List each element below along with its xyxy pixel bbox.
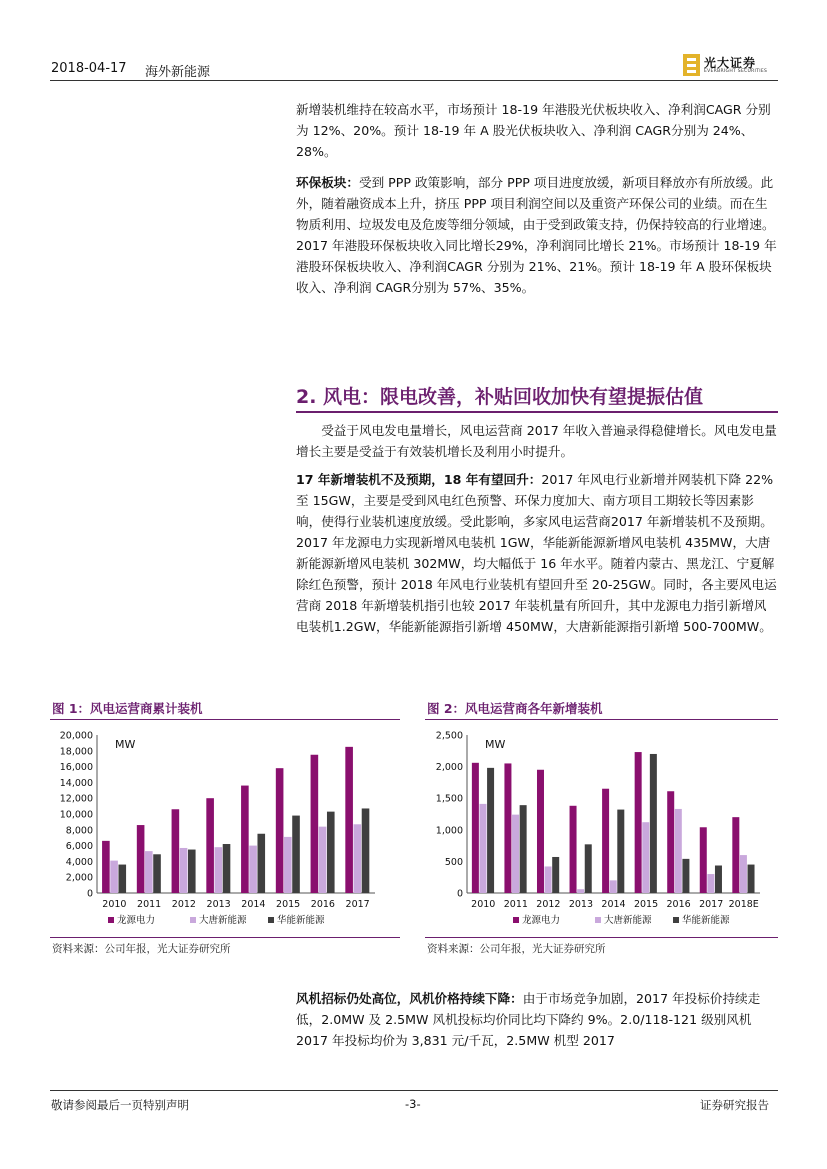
paragraph-turbine-bidding-lead: 风机招标仍处高位，风机价格持续下降：	[296, 991, 523, 1006]
legend-label: 大唐新能源	[199, 915, 247, 926]
bar-longyuan	[172, 809, 180, 893]
figure-1-source-line	[50, 937, 400, 938]
y-tick-label: 2,000	[435, 762, 463, 774]
chart-annual-additions	[425, 723, 778, 935]
paragraph-environment-body: 受到 PPP 政策影响，部分 PPP 项目进度放缓，新项目释放亦有所放缓。此外，随着融资成本上升，挤压 PPP 项目利润空间以及重资产环保公司的业绩。而在生物质利用、垃圾发电及危废等细分领域，由于受到政策支持，仍保持较高的行业增速。2017 年港股环保板块收入同比增长29%，净利润同比增长 21%。市场预计 18-19 年港股环保板块收入、净利润CAGR 分别为 21%、21%。预计 18-19 年 A 股环保板块收入、净利润 CAGR分别为 57%、35%。	[296, 175, 777, 295]
bar-longyuan	[102, 841, 110, 893]
bar-longyuan	[311, 755, 319, 893]
bar-datang	[180, 848, 188, 893]
legend-label: 大唐新能源	[604, 915, 652, 926]
figure-2-source-line	[425, 937, 778, 938]
bar-datang	[675, 809, 682, 893]
paragraph-turbine-bidding-body: 由于市场竞争加剧，2017 年投标价持续走低，2.0MW 及 2.5MW 风机投标均价同比均下降约 9%。2.0/118-121 级别风机 2017 年投标均价为 3,831 元/千瓦，2.5MW 机型 2017	[296, 991, 761, 1048]
x-tick-label: 2015	[633, 899, 659, 910]
chart-cumulative-capacity	[50, 723, 400, 935]
bar-huaneng	[748, 865, 755, 893]
y-tick-label: 16,000	[59, 762, 93, 774]
bar-datang	[354, 824, 362, 893]
y-tick-label: 6,000	[65, 841, 93, 853]
x-tick-label: 2015	[276, 899, 301, 910]
paragraph-turbine-bidding	[296, 988, 778, 1051]
x-tick-label: 2013	[568, 899, 594, 910]
figure-2-title: 图 2：风电运营商各年新增装机	[427, 701, 603, 716]
legend-swatch	[595, 917, 601, 923]
paragraph-wind-intro: 受益于风电发电量增长，风电运营商 2017 年收入普遍录得稳健增长。风电发电量增长主要是受益于有效装机增长及利用小时提升。	[296, 423, 777, 459]
legend-label: 龙源电力	[522, 915, 561, 926]
logo-mark-icon	[683, 54, 700, 76]
legend-swatch	[190, 917, 196, 923]
legend-label: 龙源电力	[117, 915, 156, 926]
bar-huaneng	[223, 844, 231, 893]
x-tick-label: 2017	[699, 899, 724, 910]
y-tick-label: 14,000	[59, 777, 93, 789]
legend-label: 华能新能源	[682, 915, 730, 926]
bar-longyuan	[504, 763, 511, 893]
bar-huaneng	[520, 805, 527, 893]
bar-huaneng	[617, 810, 624, 893]
y-tick-label: 2,000	[65, 872, 93, 884]
bar-longyuan	[667, 791, 674, 893]
bar-datang	[577, 889, 584, 893]
x-tick-label: 2014	[601, 899, 626, 910]
bar-datang	[479, 804, 486, 893]
bar-datang	[545, 866, 552, 893]
bar-datang	[642, 822, 649, 893]
x-tick-label: 2012	[171, 899, 196, 910]
bar-longyuan	[206, 798, 214, 893]
bar-datang	[740, 855, 747, 893]
bar-longyuan	[732, 817, 739, 893]
y-tick-label: 10,000	[59, 809, 93, 821]
x-tick-label: 2010	[102, 899, 127, 910]
legend-swatch	[513, 917, 519, 923]
bar-huaneng	[650, 754, 657, 893]
bar-huaneng	[292, 816, 300, 893]
x-tick-label: 2018E	[728, 899, 759, 910]
bar-huaneng	[362, 808, 370, 893]
x-tick-label: 2011	[137, 899, 162, 910]
figure-1-title: 图 1：风电运营商累计装机	[52, 701, 203, 716]
paragraph-solar: 新增装机维持在较高水平，市场预计 18-19 年港股光伏板块收入、净利润CAGR 分别为 12%、20%。预计 18-19 年 A 股光伏板块收入、净利润 CAGR分别为 24%、28%。	[296, 102, 771, 159]
bar-huaneng	[118, 865, 126, 893]
y-tick-label: 1,000	[435, 825, 463, 837]
company-logo	[683, 54, 779, 80]
paragraph-wind-capacity-body: 2017 年风电行业新增并网装机下降 22%至 15GW，主要是受到风电红色预警、环保力度加大、南方项目工期较长等因素影响，使得行业装机速度放缓。受此影响，多家风电运营商2017 年新增装机不及预期。2017 年龙源电力实现新增风电装机 1GW，华能新能源新增风电装机 435MW，大唐新能源新增风电装机 302MW，均大幅低于 16 年水平。随着内蒙古、黑龙江、宁夏解除红色预警，预计 2018 年风电行业装机有望回升至 20-25GW。同时，各主要风电运营商 2018 年新增装机指引也较 2017 年装机量有所回升，其中龙源电力指引新增风电装机1.2GW，华能新能源指引新增 450MW，大唐新能源指引新增 500-700MW。	[296, 472, 777, 634]
x-tick-label: 2010	[471, 899, 496, 910]
legend-swatch	[673, 917, 679, 923]
legend-label: 华能新能源	[277, 915, 325, 926]
y-tick-label: 0	[86, 888, 93, 900]
y-tick-label: 0	[456, 888, 463, 900]
figure-1-source: 资料来源：公司年报，光大证券研究所	[52, 943, 231, 955]
y-unit-label: MW	[485, 738, 506, 751]
bar-datang	[284, 837, 292, 893]
figure-2-title-line	[425, 719, 778, 720]
x-tick-label: 2016	[310, 899, 335, 910]
bar-huaneng	[487, 768, 494, 893]
bar-datang	[707, 874, 714, 893]
bar-longyuan	[635, 752, 642, 893]
bar-longyuan	[602, 789, 609, 893]
bar-longyuan	[570, 806, 577, 893]
paragraph-environment	[296, 172, 778, 298]
page-number: -3-	[405, 1097, 421, 1111]
paragraph-wind-capacity-lead: 17 年新增装机不及预期，18 年有望回升：	[296, 472, 542, 487]
bar-longyuan	[537, 770, 544, 893]
bar-datang	[249, 846, 257, 893]
bar-datang	[145, 851, 153, 893]
x-tick-label: 2014	[241, 899, 266, 910]
x-tick-label: 2013	[206, 899, 231, 910]
bar-huaneng	[153, 854, 161, 893]
legend-swatch	[268, 917, 274, 923]
logo-subtitle: EVERBRIGHT SECURITIES	[704, 69, 768, 74]
y-tick-label: 1,500	[435, 793, 463, 805]
y-tick-label: 8,000	[65, 825, 93, 837]
report-category: 海外新能源	[145, 65, 211, 80]
report-date: 2018-04-17	[51, 61, 127, 76]
bar-huaneng	[585, 844, 592, 893]
header-divider	[50, 80, 778, 81]
bar-huaneng	[257, 834, 265, 893]
x-tick-label: 2017	[345, 899, 370, 910]
bar-datang	[110, 861, 118, 893]
footer-report-type: 证券研究报告	[700, 1098, 769, 1112]
bar-datang	[215, 847, 223, 893]
y-tick-label: 4,000	[65, 856, 93, 868]
y-tick-label: 500	[444, 856, 463, 868]
bar-longyuan	[345, 747, 353, 893]
y-tick-label: 20,000	[59, 730, 93, 742]
y-unit-label: MW	[115, 738, 136, 751]
x-tick-label: 2012	[536, 899, 561, 910]
bar-huaneng	[715, 866, 722, 893]
footer-disclaimer: 敬请参阅最后一页特别声明	[51, 1098, 189, 1112]
bar-huaneng	[188, 850, 196, 893]
bar-huaneng	[327, 812, 335, 893]
x-tick-label: 2011	[503, 899, 528, 910]
bar-longyuan	[241, 786, 249, 893]
y-tick-label: 18,000	[59, 746, 93, 758]
bar-huaneng	[682, 859, 689, 893]
legend-swatch	[108, 917, 114, 923]
footer-divider	[50, 1090, 778, 1091]
bar-longyuan	[472, 763, 479, 893]
y-tick-label: 12,000	[59, 793, 93, 805]
bar-longyuan	[276, 768, 284, 893]
bar-huaneng	[552, 857, 559, 893]
bar-datang	[610, 880, 617, 893]
section-title: 2. 风电：限电改善，补贴回收加快有望提振估值	[296, 386, 704, 408]
bar-longyuan	[137, 825, 145, 893]
x-tick-label: 2016	[666, 899, 691, 910]
y-tick-label: 2,500	[435, 730, 463, 742]
section-underline	[296, 411, 778, 413]
figure-1-title-line	[50, 719, 400, 720]
paragraph-environment-lead: 环保板块：	[296, 175, 359, 190]
logo-name: 光大证券	[704, 56, 757, 70]
bar-datang	[512, 815, 519, 893]
bar-longyuan	[700, 827, 707, 893]
bar-datang	[319, 827, 327, 893]
figure-2-source: 资料来源：公司年报，光大证券研究所	[427, 943, 606, 955]
paragraph-wind-capacity	[296, 469, 778, 637]
